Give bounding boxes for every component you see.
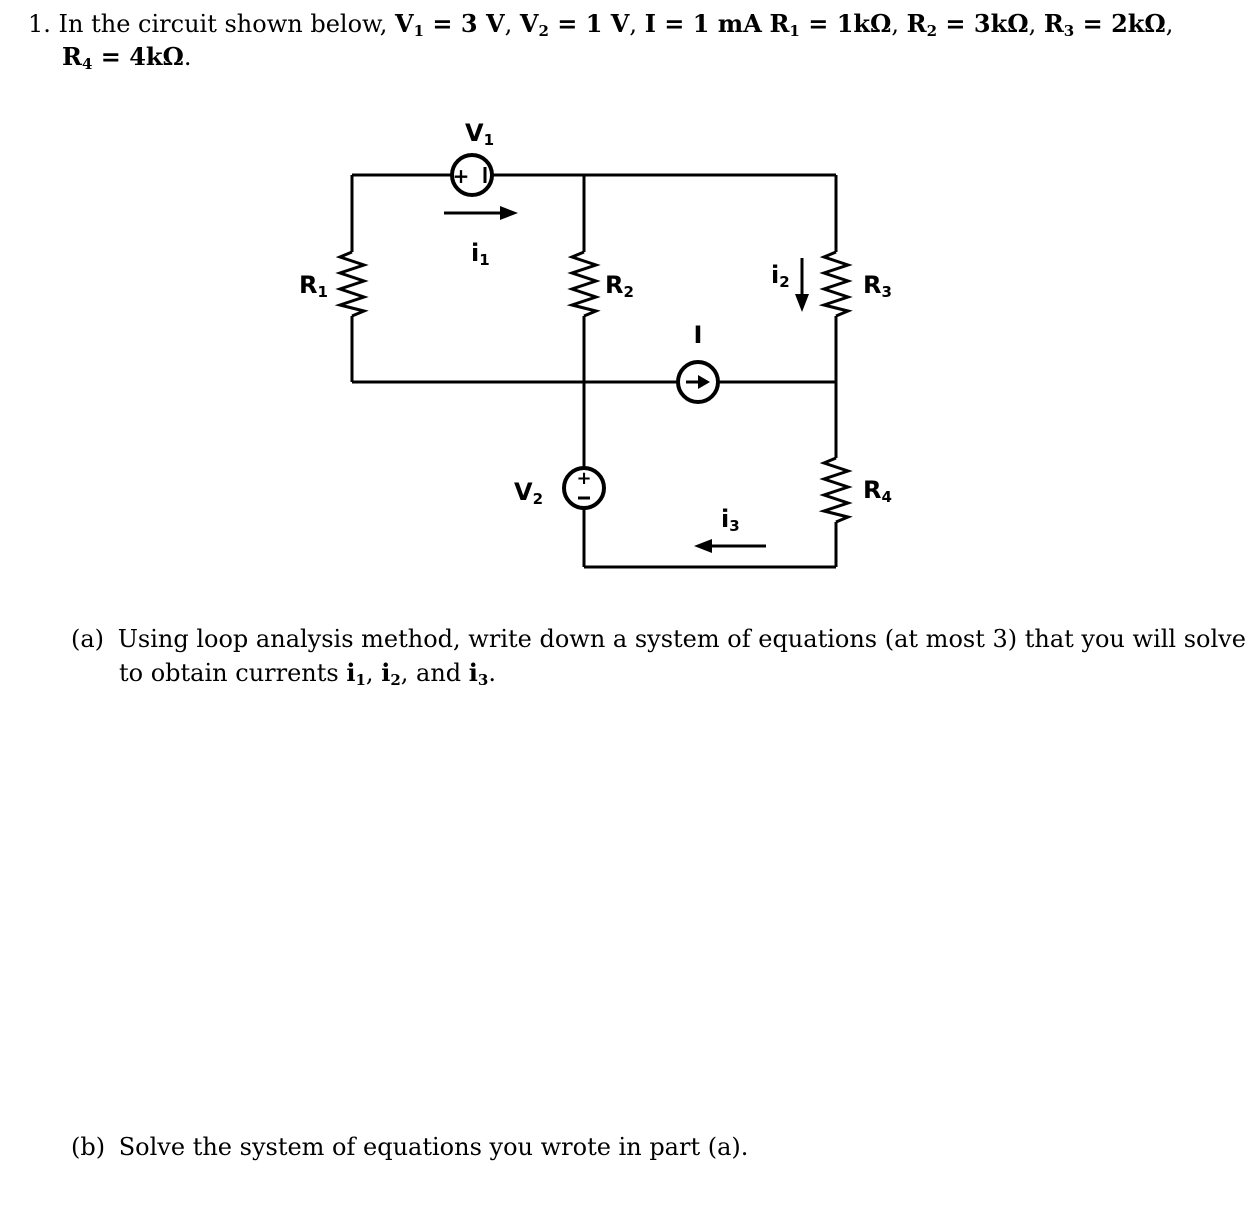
arrow-i2-icon (795, 258, 809, 312)
current-i2: $i_2$ (381, 658, 401, 689)
part-a-line2: to obtain currents $i_1$, $i_2$, and $i_3$. (119, 658, 496, 689)
voltage-source-v1 (452, 155, 492, 195)
value-i: I = 1 mA (644, 9, 762, 38)
label-i3: i3 (721, 505, 740, 535)
resistor-r4 (824, 458, 848, 522)
v2-plus-sign: + (576, 468, 592, 489)
problem-intro: In the circuit shown below, (58, 10, 388, 38)
current-i3: $i_3$ (468, 658, 489, 689)
value-v2: $V_2 = 1$ V (519, 9, 630, 40)
value-r3: $R_3 = 2k\Omega$ (1043, 9, 1166, 40)
part-a-text: Using loop analysis method, write down a system of equations (at most 3) that you will solve (117, 625, 1246, 653)
label-r1: R1 (299, 271, 328, 301)
problem-statement-line2: $R_4 = 4k\Omega$. (62, 42, 192, 73)
value-v1: $V_1 = 3$ V (395, 9, 505, 40)
value-r1: $R_1 = 1k\Omega$ (769, 9, 892, 40)
arrow-i1-icon (444, 206, 518, 220)
part-b-line (71, 1133, 748, 1161)
circuit-wires (352, 175, 836, 567)
resistor-r2 (572, 252, 596, 316)
label-v2: V2 (514, 478, 544, 508)
label-i1: i1 (471, 239, 490, 269)
current-source (678, 362, 718, 402)
problem-number: 1. (28, 10, 51, 38)
label-i2: i2 (771, 261, 790, 291)
value-r2: $R_2 = 3k\Omega$ (906, 9, 1029, 40)
part-b-text: Solve the system of equations you wrote in part (a). (118, 1133, 749, 1161)
part-a-line1 (71, 625, 1246, 653)
resistor-r3 (824, 252, 848, 316)
label-r3: R3 (863, 271, 892, 301)
label-r4: R4 (863, 476, 892, 506)
part-a-label: (a) (71, 625, 105, 653)
value-r4: $R_4 = 4k\Omega$ (62, 42, 184, 73)
current-i1: $i_1$ (346, 658, 366, 689)
label-v1: V1 (465, 119, 495, 149)
problem-statement-line1: 1. In the circuit shown below, $V_1 = 3$ V, $V_2 = 1$ V, I = 1 mA $R_1 = 1k\Omega$, $R_2 = 3k\Omega$, $R_3 = 2k\Omega$, (28, 9, 1174, 40)
part-b-label: (b) (71, 1133, 106, 1161)
label-r2: R2 (605, 271, 634, 301)
resistor-r1 (340, 252, 364, 316)
arrow-i3-icon (694, 539, 766, 553)
v1-plus-sign: + (452, 164, 470, 188)
label-i-source: I (693, 321, 703, 349)
voltage-source-v2 (564, 468, 604, 508)
